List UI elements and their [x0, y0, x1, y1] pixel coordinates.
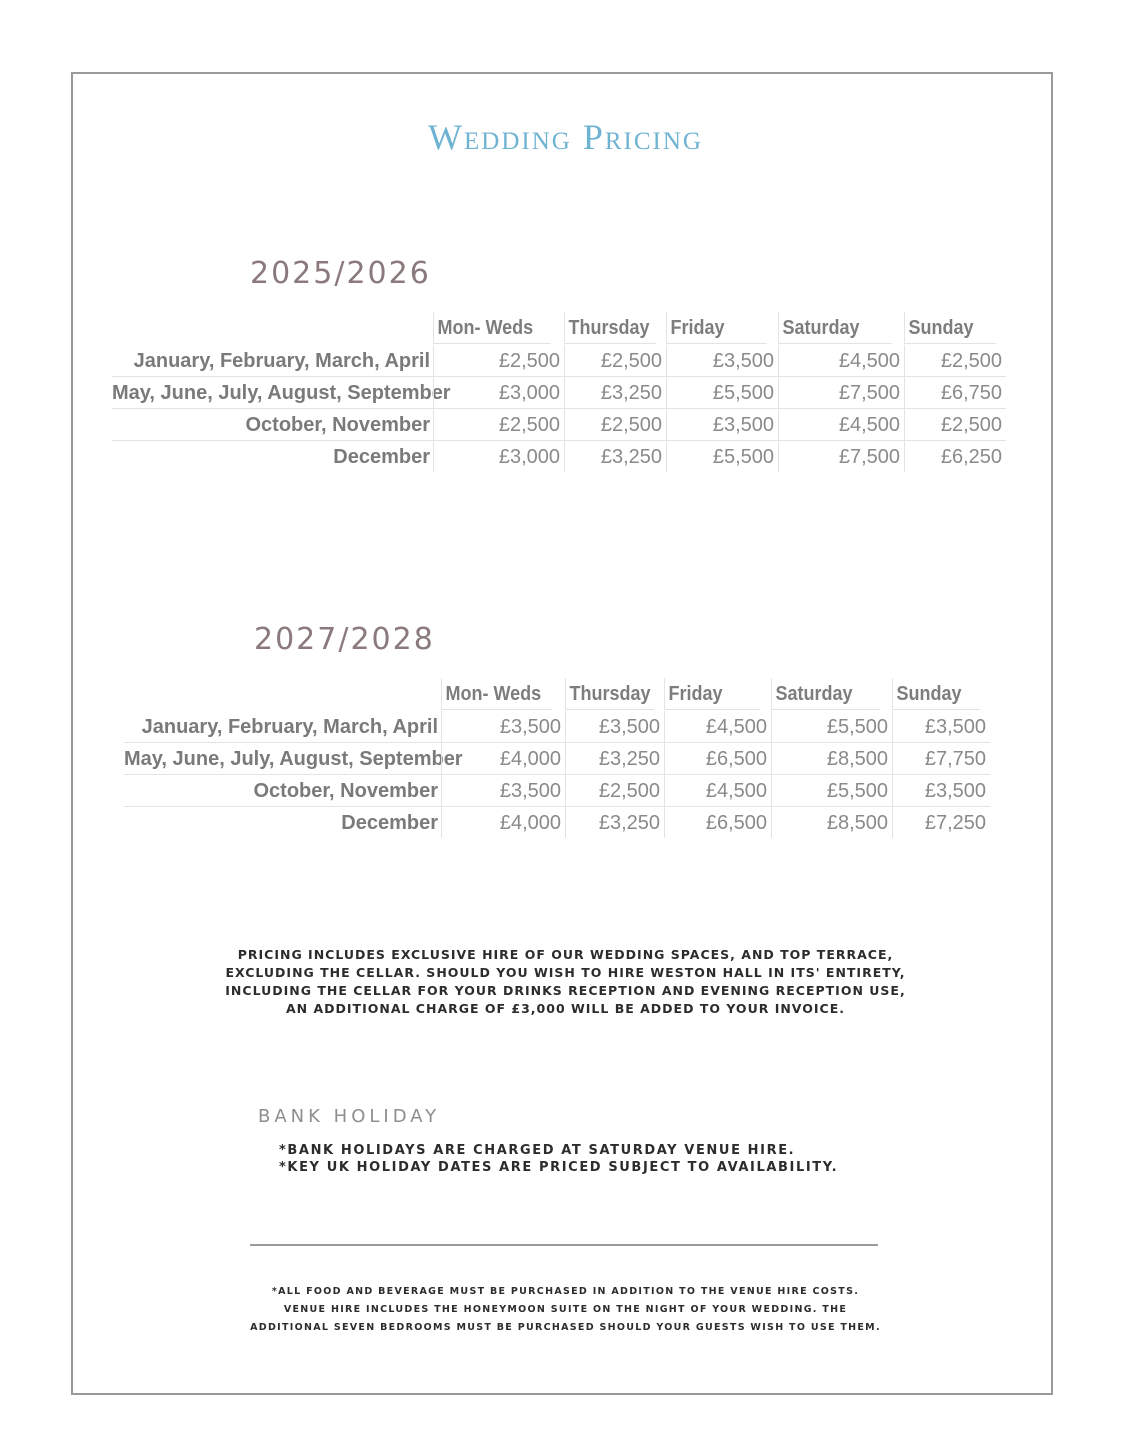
price-cell: £4,500 — [778, 345, 904, 376]
row-label: December — [333, 446, 430, 468]
price-cell: £2,500 — [904, 345, 1006, 376]
price-cell: £3,250 — [565, 743, 664, 774]
price-cell: £7,500 — [778, 441, 904, 472]
pricing-note-line: INCLUDING THE CELLAR FOR YOUR DRINKS RECEPTION AND EVENING RECEPTION USE, — [225, 983, 906, 998]
pricing-note-line: EXCLUDING THE CELLAR. SHOULD YOU WISH TO HIRE WESTON HALL IN ITS' ENTIRETY, — [225, 965, 906, 980]
page-title: Wedding Pricing — [428, 117, 703, 157]
price-cell: £3,500 — [666, 345, 778, 376]
price-cell: £6,500 — [664, 807, 771, 838]
row-label: January, February, March, April — [141, 716, 438, 738]
col-header-mon-weds: Mon- Weds — [441, 678, 553, 710]
pricing-table-2025-2026 — [0, 312, 1131, 472]
price-cell: £4,500 — [778, 409, 904, 440]
pricing-table-2027-2028 — [0, 678, 1131, 838]
col-header-thursday: Thursday — [565, 678, 654, 710]
price-cell: £5,500 — [666, 441, 778, 472]
price-cell: £5,500 — [771, 711, 892, 742]
price-cell: £6,500 — [664, 743, 771, 774]
price-cell: £2,500 — [565, 775, 664, 806]
col-header-sunday: Sunday — [892, 678, 980, 710]
pricing-note-line: PRICING INCLUDES EXCLUSIVE HIRE OF OUR WEDDING SPACES, AND TOP TERRACE, — [237, 947, 894, 962]
price-cell: £4,500 — [664, 775, 771, 806]
price-cell: £7,750 — [892, 743, 990, 774]
price-cell: £2,500 — [433, 345, 564, 376]
row-label: December — [341, 812, 438, 834]
pricing-note-line: AN ADDITIONAL CHARGE OF £3,000 WILL BE ADDED TO YOUR INVOICE. — [285, 1001, 845, 1016]
bank-holiday-line: *KEY UK HOLIDAY DATES ARE PRICED SUBJECT TO AVAILABILITY. — [279, 1160, 839, 1175]
table-row — [112, 409, 1006, 441]
price-cell: £5,500 — [771, 775, 892, 806]
col-header-mon-weds: Mon- Weds — [433, 312, 551, 344]
price-cell: £3,500 — [892, 711, 990, 742]
price-cell: £2,500 — [433, 409, 564, 440]
price-cell: £3,250 — [564, 441, 666, 472]
price-cell: £7,250 — [892, 807, 990, 838]
price-cell: £3,500 — [441, 775, 565, 806]
footnote-line: ADDITIONAL SEVEN BEDROOMS MUST BE PURCHASED SHOULD YOUR GUESTS WISH TO USE THEM. — [250, 1322, 881, 1333]
bank-holiday-heading: BANK HOLIDAY — [258, 1106, 441, 1127]
section-divider — [250, 1244, 878, 1246]
price-cell: £2,500 — [904, 409, 1006, 440]
footnote-line: VENUE HIRE INCLUDES THE HONEYMOON SUITE ON THE NIGHT OF YOUR WEDDING. THE — [283, 1304, 848, 1315]
price-cell: £3,000 — [433, 377, 564, 408]
year-heading-2025-2026: 2025/2026 — [250, 256, 431, 291]
price-cell: £3,500 — [892, 775, 990, 806]
price-cell: £7,500 — [778, 377, 904, 408]
price-cell: £6,750 — [904, 377, 1006, 408]
price-cell: £3,500 — [441, 711, 565, 742]
row-label: May, June, July, August, September — [112, 382, 451, 404]
row-label: January, February, March, April — [133, 350, 430, 372]
table-row — [124, 807, 990, 839]
price-cell: £2,500 — [564, 345, 666, 376]
col-header-saturday: Saturday — [771, 678, 880, 710]
col-header-friday: Friday — [666, 312, 767, 344]
col-header-sunday: Sunday — [904, 312, 996, 344]
col-header-saturday: Saturday — [778, 312, 891, 344]
price-cell: £3,500 — [565, 711, 664, 742]
table-row — [112, 441, 1006, 473]
year-heading-2027-2028: 2027/2028 — [254, 622, 435, 657]
price-cell: £3,250 — [565, 807, 664, 838]
table-row — [112, 377, 1006, 409]
footnote-line: *ALL FOOD AND BEVERAGE MUST BE PURCHASED IN ADDITION TO THE VENUE HIRE COSTS. — [271, 1286, 860, 1297]
row-label: October, November — [253, 780, 438, 802]
price-cell: £5,500 — [666, 377, 778, 408]
row-label: May, June, July, August, September — [124, 748, 463, 770]
price-cell: £3,500 — [666, 409, 778, 440]
table-row — [112, 345, 1006, 377]
price-cell: £4,000 — [441, 807, 565, 838]
row-label: October, November — [245, 414, 430, 436]
price-cell: £3,250 — [564, 377, 666, 408]
price-cell: £3,000 — [433, 441, 564, 472]
bank-holiday-line: *BANK HOLIDAYS ARE CHARGED AT SATURDAY VENUE HIRE. — [279, 1143, 796, 1158]
price-cell: £4,500 — [664, 711, 771, 742]
table-row — [124, 743, 990, 775]
price-cell: £8,500 — [771, 743, 892, 774]
price-cell: £4,000 — [441, 743, 565, 774]
col-header-friday: Friday — [664, 678, 760, 710]
price-cell: £2,500 — [564, 409, 666, 440]
price-cell: £8,500 — [771, 807, 892, 838]
table-row — [124, 711, 990, 743]
col-header-thursday: Thursday — [564, 312, 656, 344]
price-cell: £6,250 — [904, 441, 1006, 472]
table-row — [124, 775, 990, 807]
